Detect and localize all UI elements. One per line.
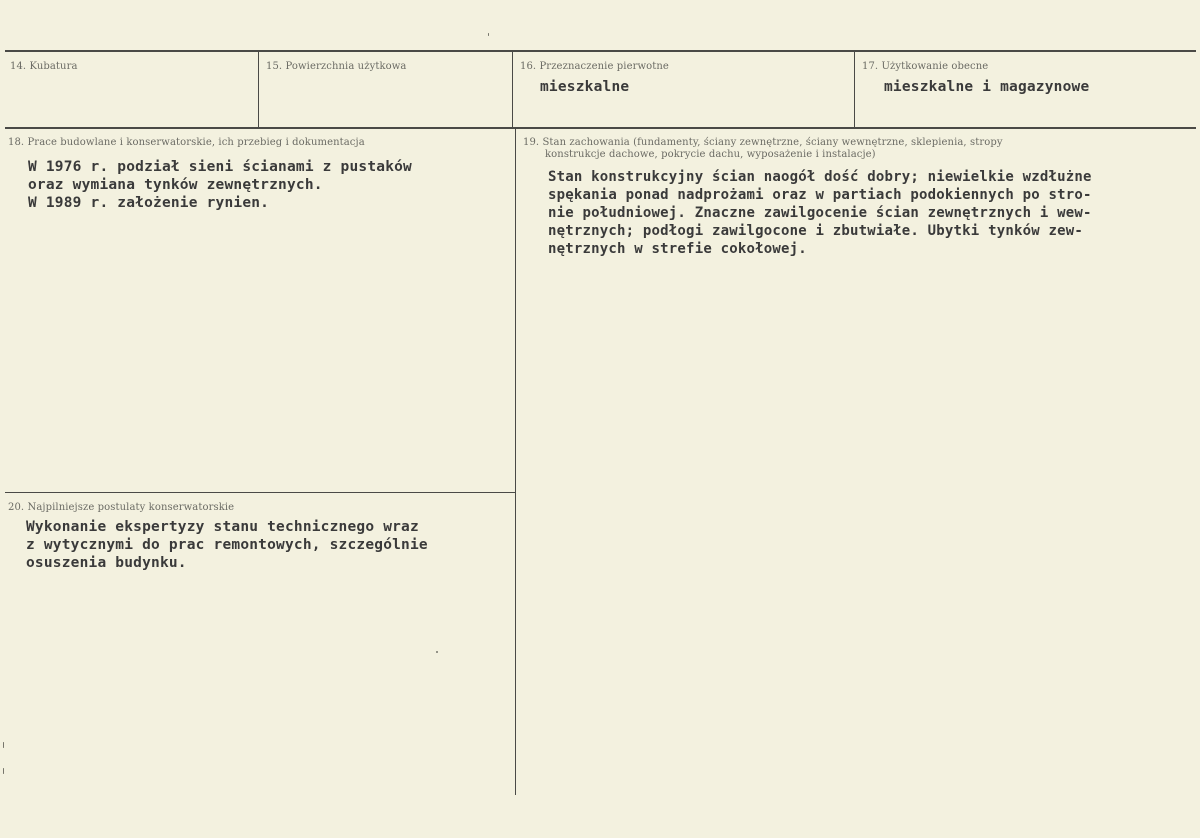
- field-19-line: spękania ponad nadprożami oraz w partiach podokiennych po stro-: [548, 187, 1092, 203]
- field-18-text: [28, 158, 412, 212]
- field-20-line: osuszenia budynku.: [26, 555, 187, 571]
- field-19-text: [548, 168, 1092, 258]
- paper-speck: [488, 33, 489, 36]
- field-20-line: z wytycznymi do prac remontowych, szczególnie: [26, 537, 428, 553]
- paper-speck: [3, 742, 4, 748]
- divider-16-17: [854, 52, 855, 127]
- field-18-label: 18. Prace budowlane i konserwatorskie, ich przebieg i dokumentacja: [8, 137, 365, 148]
- paper-speck: [3, 768, 4, 774]
- field-16-label: 16. Przeznaczenie pierwotne: [520, 61, 669, 72]
- rule-18-20: [5, 492, 515, 493]
- field-17-value: mieszkalne i magazynowe: [884, 79, 1090, 95]
- divider-15-16: [512, 52, 513, 127]
- field-18-line: W 1989 r. założenie rynien.: [28, 195, 270, 211]
- field-16-value: mieszkalne: [540, 79, 630, 95]
- field-18-line: W 1976 r. podział sieni ścianami z pustaków: [28, 159, 412, 175]
- field-19-line: Stan konstrukcyjny ścian naogół dość dobry; niewielkie wzdłużne: [548, 169, 1092, 185]
- field-19-line: nie południowej. Znaczne zawilgocenie ścian zewnętrznych i wew-: [548, 205, 1092, 221]
- field-17-label: 17. Użytkowanie obecne: [862, 61, 989, 72]
- divider-18-19: [515, 129, 516, 795]
- field-20-line: Wykonanie ekspertyzy stanu technicznego wraz: [26, 519, 419, 535]
- field-18-line: oraz wymiana tynków zewnętrznych.: [28, 177, 323, 193]
- field-20-text: [26, 518, 428, 572]
- field-15-label: 15. Powierzchnia użytkowa: [266, 61, 407, 72]
- field-14-label: 14. Kubatura: [10, 61, 78, 72]
- field-19-line: nętrznych w strefie cokołowej.: [548, 241, 807, 257]
- field-19-label-line1: 19. Stan zachowania (fundamenty, ściany zewnętrzne, ściany wewnętrzne, sklepienia, stropy: [523, 137, 1003, 148]
- field-20-label: 20. Najpilniejsze postulaty konserwatorskie: [8, 502, 235, 513]
- field-19-line: nętrznych; podłogi zawilgocone i zbutwiałe. Ubytki tynków zew-: [548, 223, 1083, 239]
- row1-bottom-rule: [5, 127, 1196, 129]
- top-rule: [5, 50, 1196, 52]
- paper-speck: [436, 651, 438, 653]
- divider-14-15: [258, 52, 259, 127]
- field-19-label-line2: konstrukcje dachowe, pokrycie dachu, wyposażenie i instalacje): [545, 149, 876, 160]
